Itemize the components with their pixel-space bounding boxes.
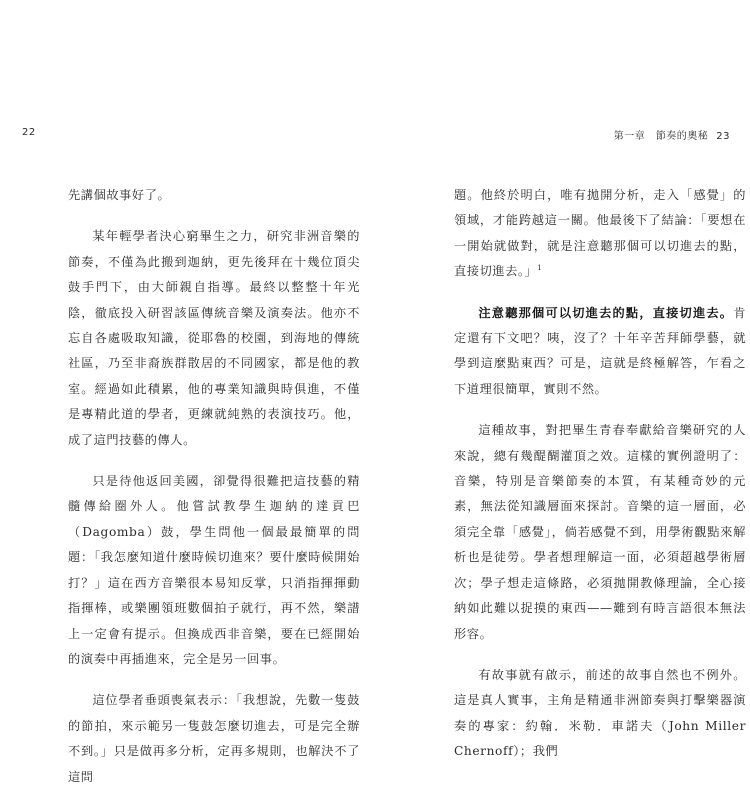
left-page-body	[68, 183, 360, 806]
footnote-marker: 1	[537, 264, 543, 273]
right-page	[375, 0, 750, 759]
page-number-left: 22	[22, 127, 36, 138]
paragraph	[454, 301, 746, 403]
paragraph: 某年輕學者決心窮畢生之力，研究非洲音樂的節奏，不僅為此搬到迦納，更先後拜在十幾位頂尖鼓手門下，由大師親自指導。最終以整整十年光陰，徹底投入研習該區傳統音樂及演奏法。他亦不忘自各處吸取知識，從耶魯的校園，到海地的傳統社區，乃至非裔族群散居的不同國家，都是他的教室。經過如此積累，他的專業知識與時俱進，不僅是專精此道的學者，更練就純熟的表演技巧。他，成了這門技藝的傳人。	[68, 229, 360, 447]
page-number-right: 23	[716, 131, 730, 142]
paragraph: 這種故事，對把畢生青春奉獻給音樂研究的人來說，總有幾醍醐灌頂之效。這樣的實例證明了：音樂，特別是音樂節奏的本質，有某種奇妙的元素，無法從知識層面來探討。音樂的這一層面，必須完全靠「感覺」，倘若感覺不到，用學術觀點來解析也是徒勞。學者想理解這一面，必須超越學術層次；學子想走這條路，必須拋開教條理論，全心接納如此難以捉摸的東西——難到有時言語很本無法形容。	[454, 423, 746, 641]
right-page-header	[614, 127, 730, 142]
paragraph-text: 肯定還有下文吧？咦，沒了？十年辛苦拜師學藝，就學到這麼點東西？可是，這就是終極解答，乍看之下道理很簡單，實則不然。	[454, 305, 746, 396]
paragraph-text: 題。他終於明白，唯有拋開分析，走入「感覺」的領域，才能跨越這一關。他最後下了結論：「要想在一開始就做對，就是注意聽那個可以切進去的點，直接切進去。」	[454, 188, 746, 279]
paragraph	[454, 183, 746, 285]
paragraph: 這位學者垂頭喪氣表示：「我想說，先數一隻鼓的節拍，來示範另一隻鼓怎麼切進去，可是完全辦不到。」只是做再多分析，定再多規則，也解決不了這問	[68, 693, 360, 784]
paragraph: 有故事就有啟示，前述的故事自然也不例外。這是真人實事，主角是精通非洲節奏與打擊樂器演奏的專家：約翰．米勒．車諾夫（John Miller Chernoff）；我們	[454, 667, 746, 759]
running-head: 第一章 節奏的奧秘	[613, 131, 709, 142]
right-page-body	[454, 183, 746, 781]
left-page	[0, 0, 375, 784]
paragraph: 先講個故事好了。	[68, 188, 171, 202]
emphasis-text: 注意聽那個可以切進去的點，直接切進去。	[478, 305, 734, 320]
paragraph: 只是待他返回美國，卻覺得很難把這技藝的精髓傳給圈外人。他嘗試教學生迦納的達貢巴（Dagomba）鼓，學生問他一個最最簡單的問題：「我怎麼知道什麼時候切進來？要什麼時候開始打？」這在西方音樂很本易知反掌，只消指揮揮動指揮棒，或樂團領班數個拍子就行，再不然，樂譜上一定會有提示。但換成西非音樂，要在已經開始的演奏中再插進來，完全是另一回事。	[68, 474, 360, 666]
